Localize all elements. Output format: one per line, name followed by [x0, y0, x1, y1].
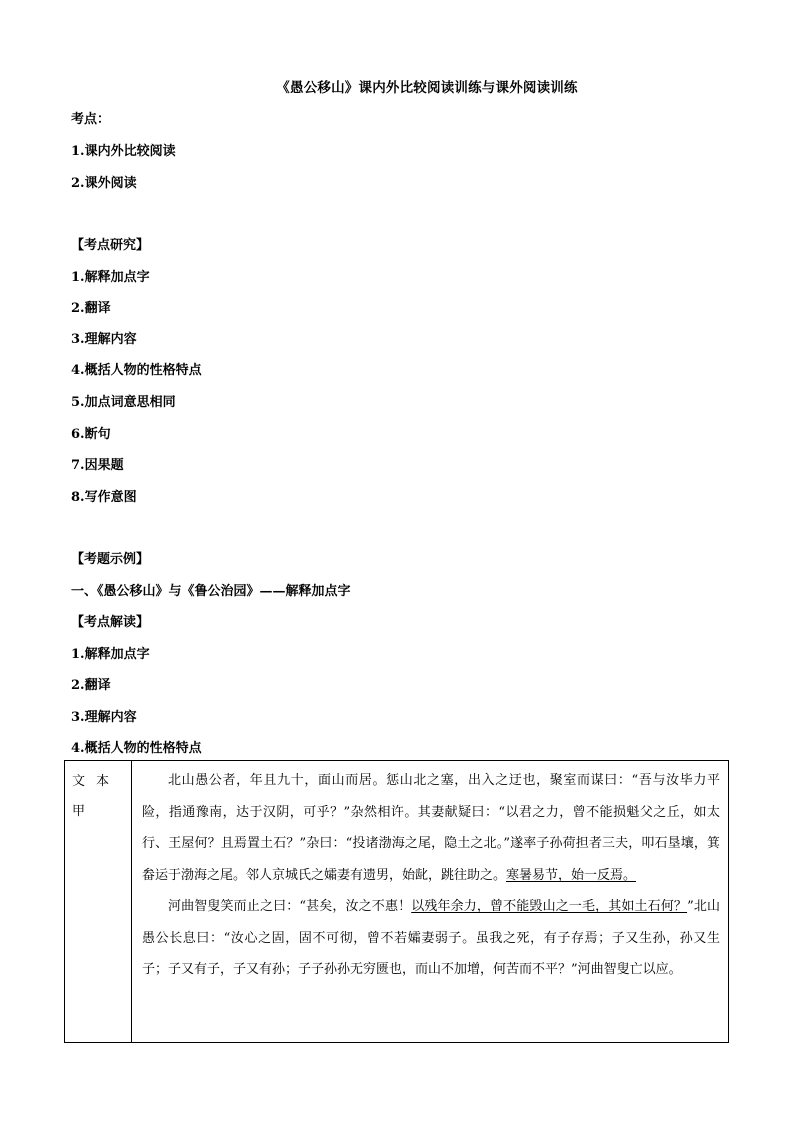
text-paragraph-2: [142, 891, 720, 986]
yanjiu-item: 2.翻译: [71, 301, 111, 316]
text-label-cell: [65, 761, 132, 1043]
para2-text-b: ”北山愚公长息曰：“汝心之固，固不可彻，曾不若孀妻弱子。虽我之死，有子存焉；子又生孙，孙又生子；子又有子，子又有孙；子子孙孙无穷匮也，而山不加增，何苦而不平？”河曲智叟亡以应。: [142, 899, 720, 977]
yanjiu-item: 1.解释加点字: [71, 270, 150, 285]
kaodian-heading: 考点：: [71, 112, 111, 127]
yanjiu-heading: 【考点研究】: [71, 238, 150, 253]
shili-subtitle: 一、《愚公移山》与《鲁公治园》——解释加点字: [71, 584, 351, 599]
jiedu-item: 1.解释加点字: [71, 647, 150, 662]
jiedu-item: 4.概括人物的性格特点: [71, 741, 202, 756]
text-label-top: 文本: [72, 774, 121, 789]
yanjiu-item: 6.断句: [71, 427, 111, 442]
shili-heading: 【考题示例】: [71, 552, 150, 567]
table-row: [65, 761, 729, 1043]
kaodian-item: 1.课内外比较阅读: [71, 144, 176, 159]
text-paragraph-1: [142, 765, 720, 891]
para1-underlined-text: 寒暑易节，始一反焉。: [506, 867, 637, 883]
yanjiu-item: 8.写作意图: [71, 490, 137, 505]
document-title-text: 《愚公移山》课内外比较阅读训练与课外阅读训练: [276, 80, 578, 96]
para1-text: 北山愚公者，年且九十，面山而居。惩山北之塞，出入之迂也，聚室而谋曰：“吾与汝毕力平险，指通豫南，达于汉阴，可乎？”杂然相许。其妻献疑曰：“以君之力，曾不能损魁父之丘，如太行、王屋何？且焉置土石？”杂曰：“投诸渤海之尾，隐土之北。”遂率子孙荷担者三夫，叩石垦壤，箕畚运于渤海之尾。邻人京城氏之孀妻有遗男，始龀，跳往助之。: [142, 773, 720, 883]
para2-underlined-text: 以残年余力，曾不能毁山之一毛，其如土石何？: [411, 899, 688, 914]
yanjiu-item: 5.加点词意思相同: [71, 395, 176, 410]
kaodian-item: 2.课外阅读: [71, 176, 137, 191]
yanjiu-item: 7.因果题: [71, 458, 124, 473]
yanjiu-item: 3.理解内容: [71, 332, 137, 347]
para2-text-a: 河曲智叟笑而止之曰：“甚矣，汝之不惠！: [168, 899, 412, 914]
jiedu-heading: 【考点解读】: [71, 615, 150, 630]
text-content-cell: [132, 761, 729, 1043]
text-label-bottom: 甲: [72, 804, 86, 819]
jiedu-item: 3.理解内容: [71, 710, 137, 725]
yanjiu-item: 4.概括人物的性格特点: [71, 363, 202, 378]
jiedu-item: 2.翻译: [71, 678, 111, 693]
document-title: [0, 76, 794, 96]
text-table: [64, 760, 729, 1043]
